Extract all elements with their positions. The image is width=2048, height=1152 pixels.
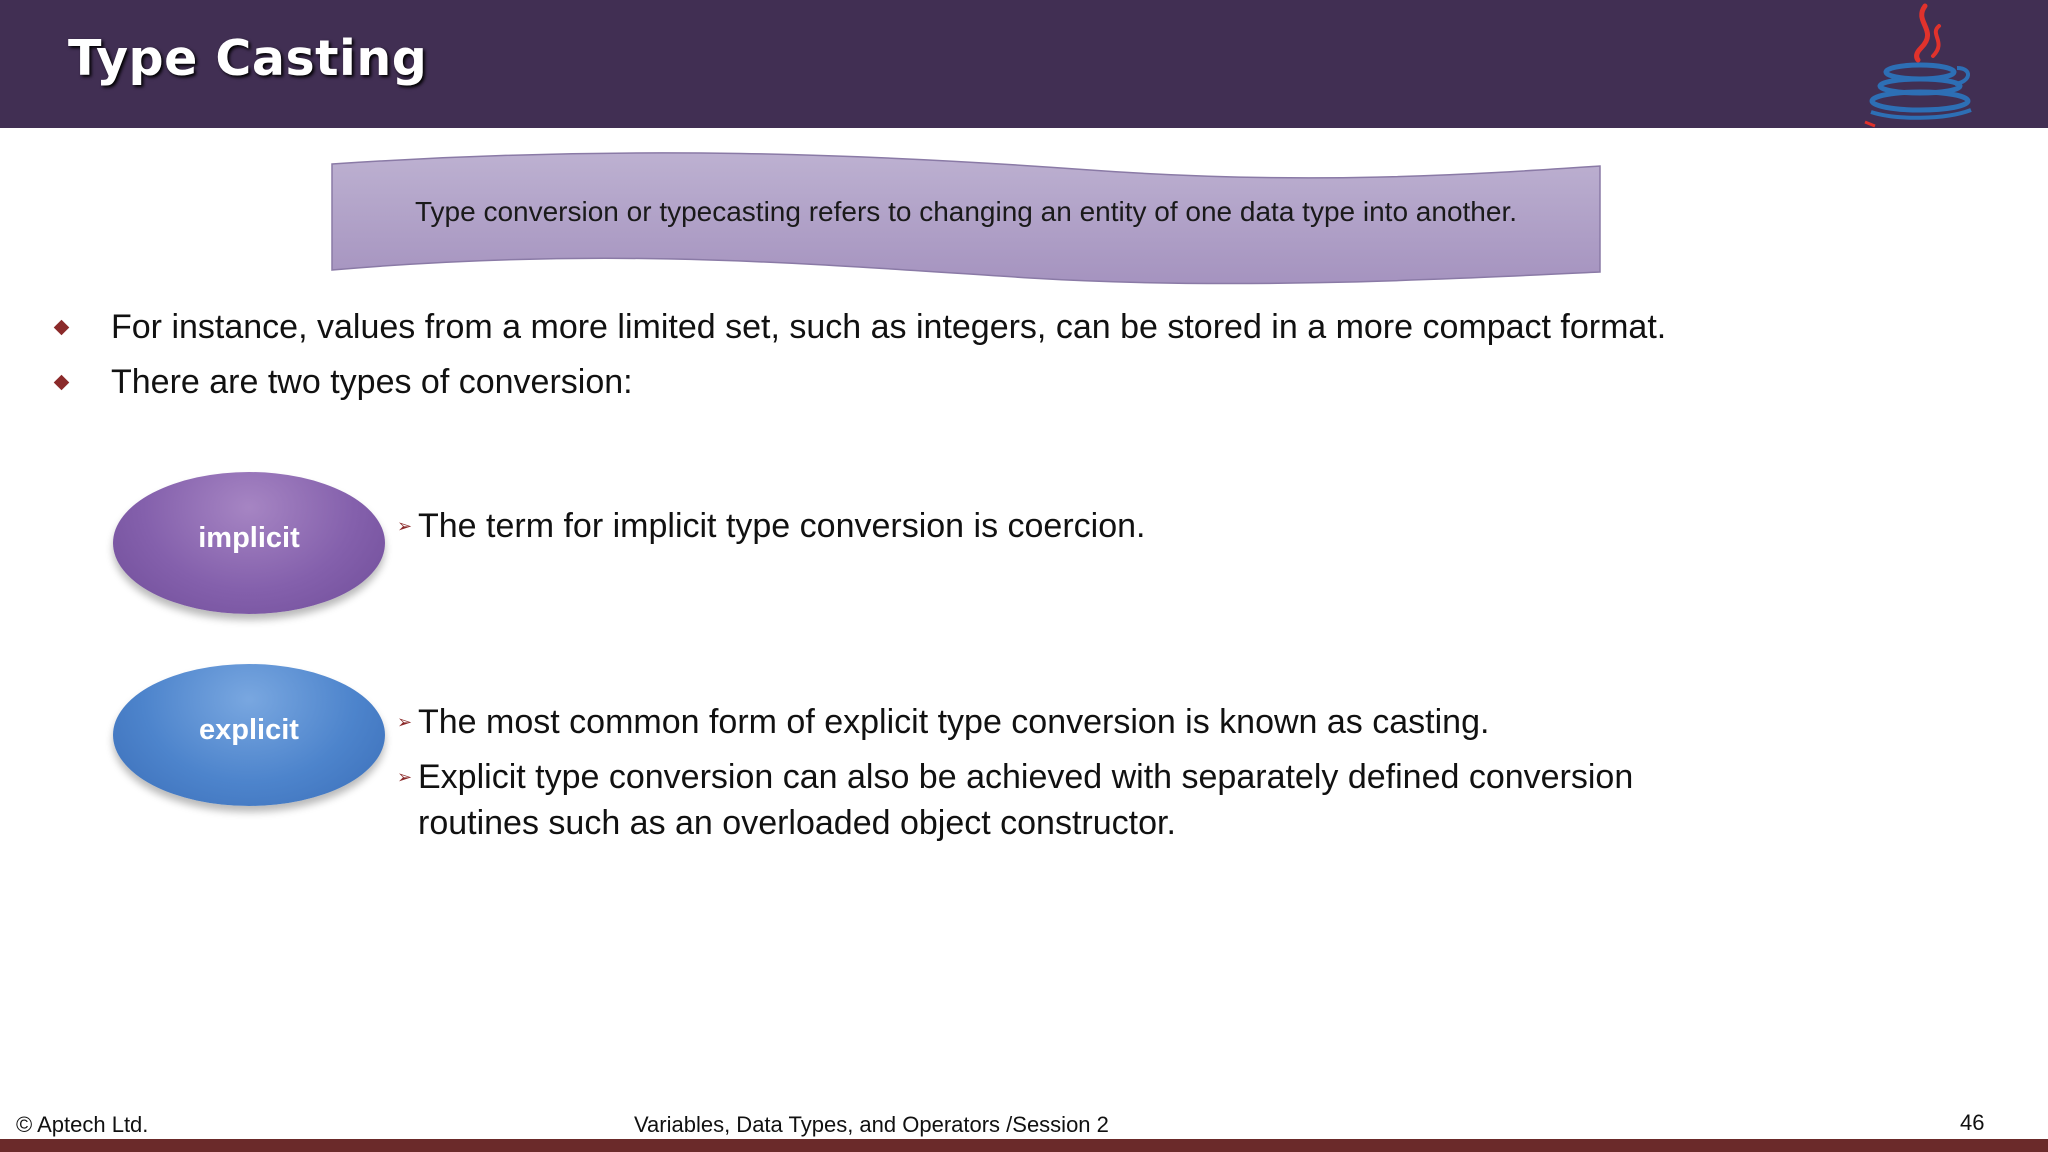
- footer-session: Variables, Data Types, and Operators /Session 2: [634, 1112, 1109, 1137]
- arrow-bullet-icon: ➢: [397, 516, 413, 536]
- definition-text: Type conversion or typecasting refers to changing an entity of one data type into another.: [414, 196, 1518, 227]
- page-number: 46: [1960, 1110, 1985, 1135]
- implicit-point-text: The term for implicit type conversion is coercion.: [418, 507, 1146, 545]
- footer-bar: [0, 1139, 2048, 1152]
- diamond-bullet-icon: [54, 320, 70, 336]
- bullet-text: There are two types of conversion:: [111, 363, 633, 401]
- explicit-label: explicit: [199, 714, 299, 746]
- arrow-bullet-icon: ➢: [397, 712, 413, 732]
- slide-title: Type Casting: [68, 30, 428, 87]
- explicit-point-text: Explicit type conversion can also be achieved with separately defined conversion routines such as an overloaded object constructor.: [418, 758, 1634, 842]
- diamond-bullet-icon: [54, 375, 70, 391]
- explicit-point-text: The most common form of explicit type conversion is known as casting.: [418, 703, 1490, 741]
- bullet-text: For instance, values from a more limited set, such as integers, can be stored in a more compact format.: [111, 308, 1667, 346]
- footer-copyright: © Aptech Ltd.: [16, 1112, 149, 1137]
- implicit-oval: [113, 472, 385, 614]
- implicit-label: implicit: [198, 522, 300, 554]
- java-logo-icon: [1855, 2, 1985, 128]
- slide-header: [0, 0, 2048, 128]
- arrow-bullet-icon: ➢: [397, 767, 413, 787]
- explicit-oval: [113, 664, 385, 806]
